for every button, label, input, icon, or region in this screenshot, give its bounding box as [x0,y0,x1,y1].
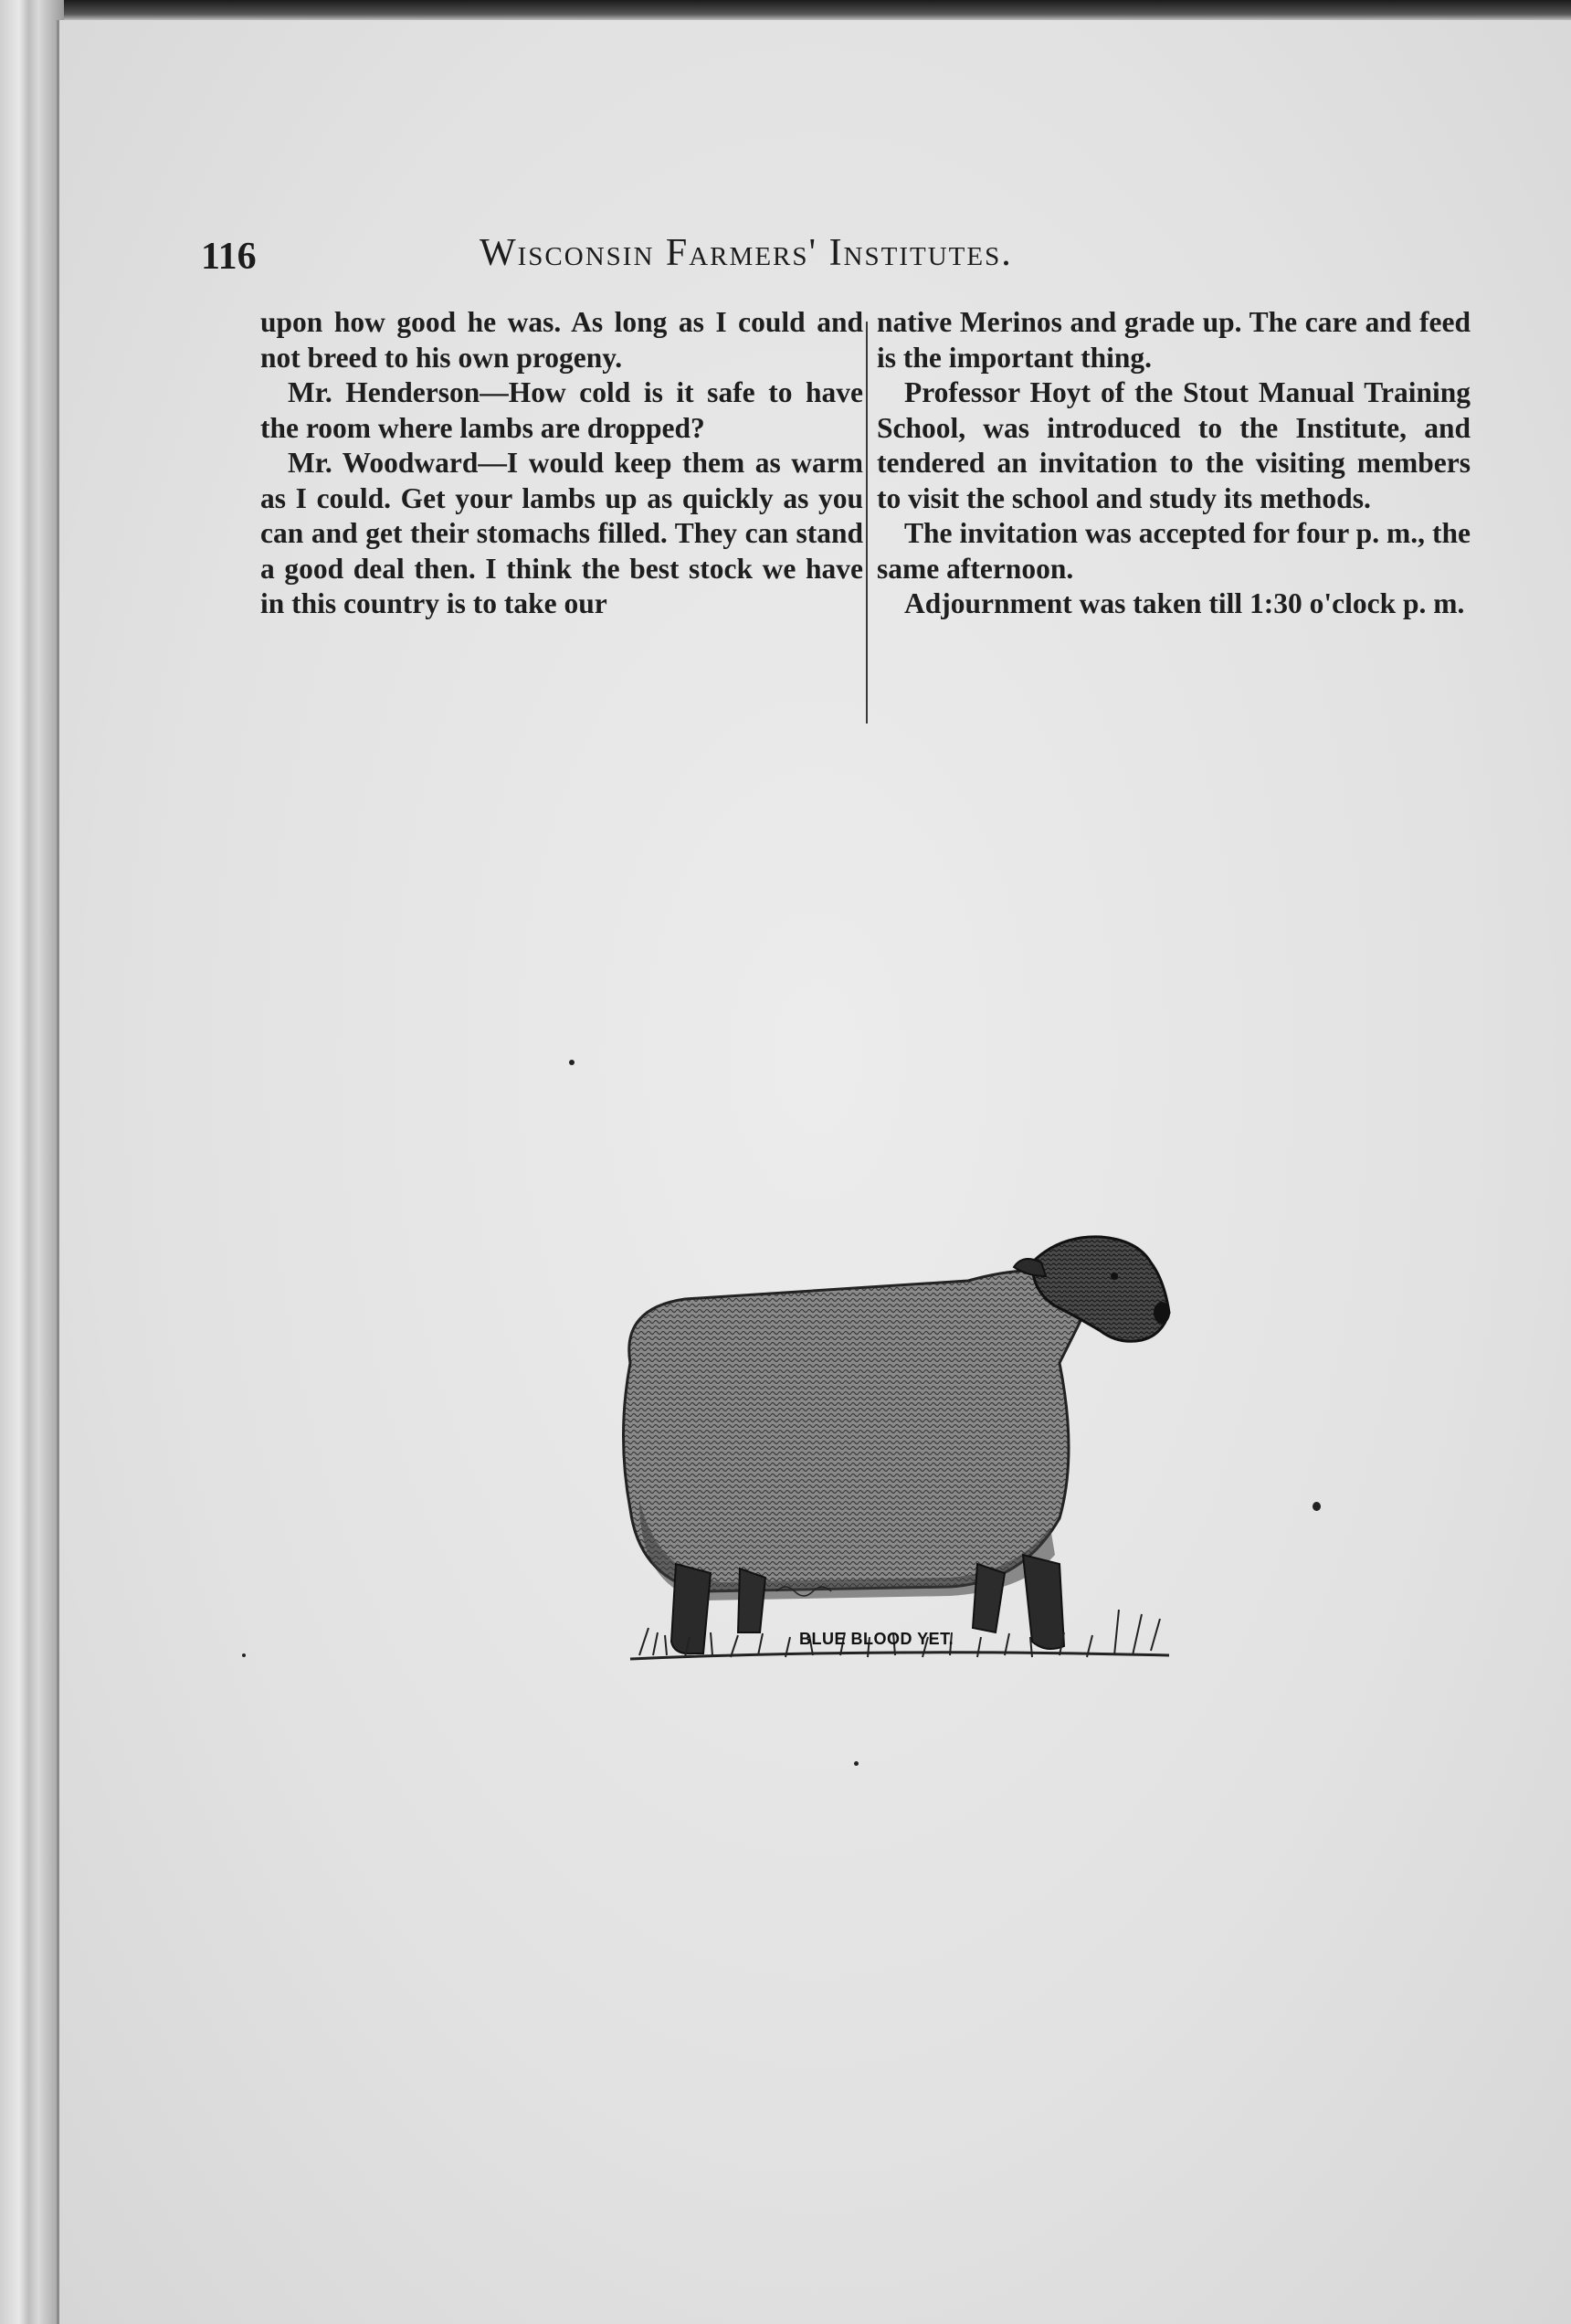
page-number: 116 [201,236,257,278]
scan-speck [569,1060,575,1065]
right-paragraph: Professor Hoyt of the Stout Manual Training School, was introduced to the Institute, and tendered an invitation to the visiting members to visit the school and study its methods. [877,376,1471,514]
running-title: Wisconsin Farmers' Institutes. [480,232,1013,274]
left-paragraph: Mr. Henderson—How cold is it safe to have the room where lambs are dropped? [260,376,863,444]
scan-speck [242,1653,246,1657]
sheep-icon [603,1226,1197,1683]
book-binding-edge [0,0,64,2324]
left-column [260,305,863,622]
column-divider [866,322,868,724]
right-paragraph: Adjournment was taken till 1:30 o'clock p. m. [904,587,1465,619]
right-paragraph: The invitation was accepted for four p. m., the same afternoon. [877,517,1471,585]
scan-speck [1313,1502,1321,1511]
book-top-edge [0,0,1571,20]
right-column [877,305,1471,622]
sheep-illustration [603,1226,1197,1683]
figure-caption: BLUE BLOOD YET. [799,1630,954,1648]
left-paragraph: Mr. Woodward—I would keep them as warm as I could. Get your lambs up as quickly as you can and get their stomachs filled. They can stand a good deal then. I think the best stock we have in this country is to take our [260,447,863,619]
book-page [57,20,1571,2324]
right-paragraph: native Merinos and grade up. The care and feed is the important thing. [877,306,1471,374]
left-paragraph: upon how good he was. As long as I could and not breed to his own progeny. [260,306,863,374]
scan-speck [854,1761,859,1766]
running-head [59,226,1571,280]
